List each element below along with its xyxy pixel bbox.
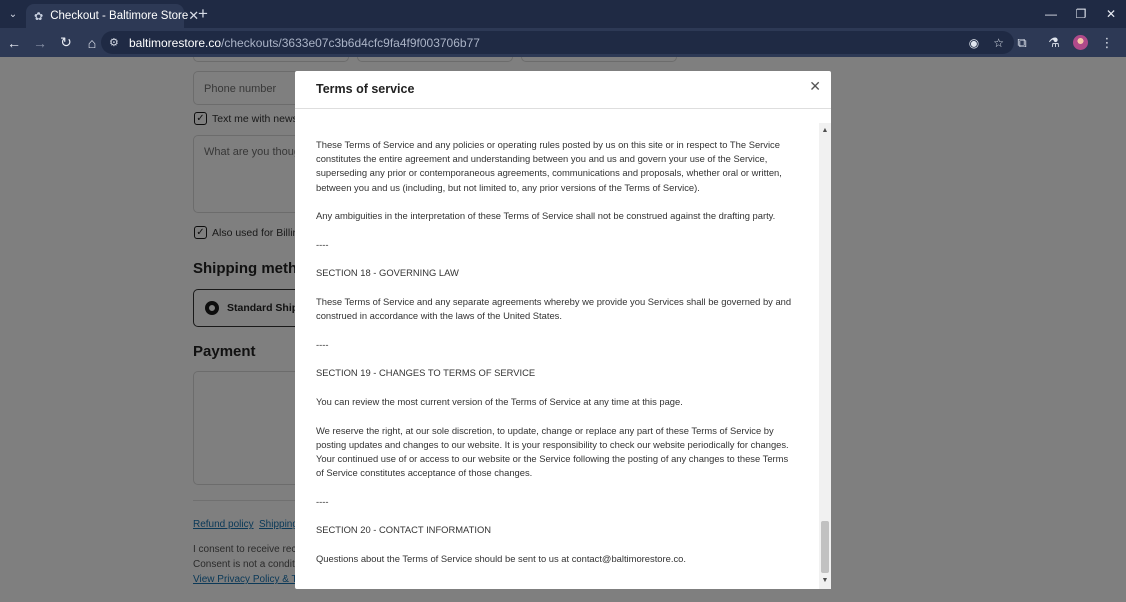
window-close-icon[interactable]: ✕ <box>1105 7 1117 21</box>
tos-paragraph: These Terms of Service and any separate agreements whereby we provide you Services shall be governed by and construed in accordance with the laws of the United States. <box>316 295 792 322</box>
url-domain: baltimorestore.co <box>129 35 222 50</box>
tos-paragraph: These Terms of Service and any policies or operating rules posted by us on this site or in respect to The Service constitutes the entire agreement and understanding between you and us and govern your use of the Service, superseding any prior or contemporaneous agreements, communications and proposals, whether oral or written, between you and us (including, but not limited to, any prior versions of the Terms of Service). <box>316 139 782 193</box>
tos-section-heading: SECTION 20 - CONTACT INFORMATION <box>316 524 492 536</box>
tos-section-heading: SECTION 18 - GOVERNING LAW <box>316 267 459 279</box>
tos-separator: ---- <box>316 238 329 250</box>
tos-separator: ---- <box>316 495 329 507</box>
tab-strip <box>0 0 1126 28</box>
omnibox-actions <box>955 31 1004 54</box>
tab-title: Checkout - Baltimore Store <box>50 10 189 22</box>
labs-icon[interactable]: ⚗ <box>1048 34 1060 50</box>
scroll-up-icon[interactable]: ▲ <box>821 127 829 134</box>
extensions-icon[interactable]: ⧉ <box>1017 34 1027 50</box>
tos-section-heading: SECTION 19 - CHANGES TO TERMS OF SERVICE <box>316 367 536 379</box>
modal-scrollbar[interactable] <box>819 123 831 589</box>
scrollbar-thumb[interactable] <box>821 521 829 573</box>
tab-search-icon[interactable]: ⌄ <box>8 8 18 20</box>
tracking-protection-icon[interactable]: ◉ <box>968 35 980 50</box>
browser-toolbar <box>0 28 1126 57</box>
checkout-page <box>0 57 1126 602</box>
forward-icon[interactable]: → <box>33 34 47 51</box>
tos-separator: ---- <box>316 338 329 350</box>
address-bar[interactable] <box>101 31 1014 54</box>
minimize-icon[interactable]: — <box>1045 7 1057 21</box>
tos-paragraph: Any ambiguities in the interpretation of these Terms of Service shall not be construed against the drafting party. <box>316 210 776 222</box>
profile-avatar[interactable] <box>1073 35 1088 50</box>
modal-header <box>295 71 831 109</box>
scroll-down-icon[interactable]: ▼ <box>821 577 829 584</box>
tos-paragraph: You can review the most current version of the Terms of Service at any time at this page. <box>316 395 683 407</box>
modal-title: Terms of service <box>316 82 415 96</box>
modal-close-icon[interactable]: ✕ <box>809 78 821 94</box>
back-icon[interactable]: ← <box>7 34 21 51</box>
tos-paragraph: Questions about the Terms of Service should be sent to us at contact@baltimorestore.co. <box>316 552 686 564</box>
tab-close-icon[interactable]: ✕ <box>188 8 200 23</box>
reload-icon[interactable]: ↻ <box>60 34 72 50</box>
new-tab-icon[interactable]: + <box>198 4 208 23</box>
restore-icon[interactable]: ❐ <box>1075 7 1087 21</box>
window-controls <box>1036 0 1126 28</box>
url-text[interactable] <box>129 36 480 50</box>
terms-of-service-modal <box>295 71 831 589</box>
browser-tab[interactable] <box>26 4 200 28</box>
url-path: /checkouts/3633e07c3b6d4cfc9fa4f9f003706b77 <box>221 35 480 50</box>
toolbar-actions <box>1003 28 1120 57</box>
site-favicon-icon: ✿ <box>34 10 44 23</box>
modal-body[interactable] <box>295 123 819 585</box>
site-settings-icon[interactable]: ⚙ <box>109 37 119 49</box>
tos-paragraph: We reserve the right, at our sole discretion, to update, change or replace any part of these Terms of Service by posting updates and changes to our website. It is your responsibility to check our website periodically for changes. Your continued use of or access to our website or the Service following the posting of any changes to these Terms of Service constitutes acceptance of those changes. <box>316 424 789 479</box>
bookmark-star-icon[interactable]: ☆ <box>993 35 1004 50</box>
home-icon[interactable]: ⌂ <box>87 34 97 51</box>
menu-icon[interactable]: ⋮ <box>1100 34 1114 50</box>
